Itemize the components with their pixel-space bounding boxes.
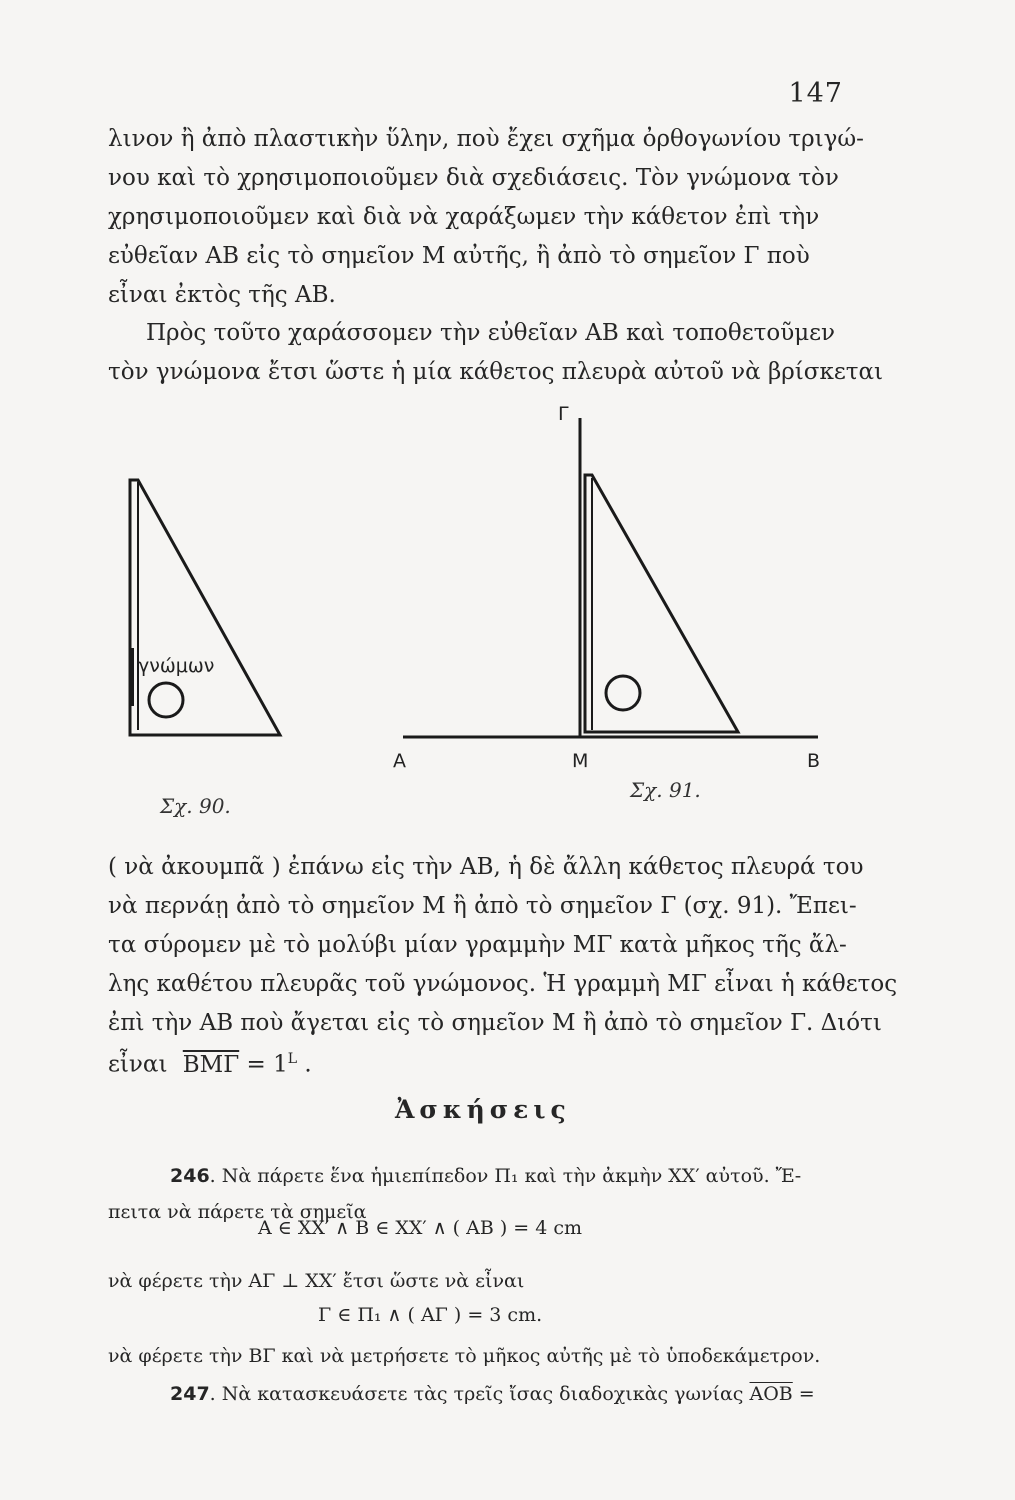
formula-1: Α ∈ ΧΧ′ ∧ Β ∈ ΧΧ′ ∧ ( ΑΒ ) = 4 cm [258, 1217, 583, 1239]
exercise-text: . Νὰ κατασκευάσετε τὰς τρεῖς ἴσας διαδοχικὰς γωνίας [209, 1383, 744, 1405]
exercises-heading: Ἀσκήσεις [395, 1095, 571, 1124]
equation-prefix: εἶναι [108, 1051, 168, 1078]
angle-bmg: $\overline{BM\Gamma}$ [182, 1051, 240, 1078]
exercise-text: νὰ φέρετε τὴν ΑΓ ⊥ ΧΧ′ ἔτσι ὥστε νὰ εἶναι [108, 1270, 525, 1292]
text-line: ( νὰ ἀκουμπᾶ ) ἐπάνω εἰς τὴν ΑΒ, ἡ δὲ ἄλλη κάθετος πλευρά του [108, 854, 864, 880]
exercise-text: πειτα νὰ πάρετε τὰ σημεῖα [108, 1201, 367, 1223]
figure-gnomon [110, 400, 850, 830]
caption-fig-90: Σχ. 90. [160, 794, 231, 818]
exercise-number: 246 [170, 1165, 210, 1187]
text-line: εὐθεῖαν ΑΒ εἰς τὸ σημεῖον Μ αὐτῆς, ἢ ἀπὸ τὸ σημεῖον Γ ποὺ [108, 243, 810, 269]
gnomon-fig-90 [130, 480, 280, 818]
label-b: Β [807, 750, 821, 772]
exercise-end: = [792, 1383, 815, 1405]
paragraph-3 [108, 848, 898, 1043]
formula-2: Γ ∈ Π₁ ∧ ( ΑΓ ) = 3 cm. [318, 1304, 543, 1326]
text-line: τὸν γνώμονα ἔτσι ὥστε ἡ μία κάθετος πλευρὰ αὐτοῦ νὰ βρίσκεται [108, 359, 884, 385]
exercise-246-end [108, 1338, 868, 1374]
page-number: 147 [788, 78, 843, 109]
text-line: χρησιμοποιοῦμεν καὶ διὰ νὰ χαράξωμεν τὴν κάθετον ἐπὶ τὴν [108, 204, 820, 230]
equation-rest: = 1 [239, 1051, 288, 1078]
figure-drawing [110, 400, 850, 830]
gnomon-fig-91 [585, 475, 738, 732]
label-gamma: Γ [558, 403, 569, 425]
angle-aob: $\overline{AOB}$ [749, 1383, 793, 1405]
text-line: λης καθέτου πλευρᾶς τοῦ γνώμονος. Ἡ γραμμὴ ΜΓ εἶναι ἡ κάθετος [108, 971, 898, 997]
text-line: τα σύρομεν μὲ τὸ μολύβι μίαν γραμμὴν ΜΓ κατὰ μῆκος τῆς ἄλ- [108, 932, 847, 958]
text-line: εἶναι ἐκτὸς τῆς ΑΒ. [108, 282, 336, 308]
exercise-number: 247 [170, 1383, 210, 1405]
exercise-text: . Νὰ πάρετε ἕνα ἡμιεπίπεδον Π₁ καὶ τὴν ἀκμὴν ΧΧ′ αὐτοῦ. Ἔ- [209, 1165, 802, 1187]
exercise-246-cont [108, 1263, 868, 1299]
exercise-247 [108, 1376, 868, 1412]
text-line: Πρὸς τοῦτο χαράσσομεν τὴν εὐθεῖαν ΑΒ καὶ τοποθετοῦμεν [146, 320, 836, 346]
gnomon-outline [130, 480, 280, 735]
label-a: Α [393, 750, 406, 772]
text-line: νὰ περνάῃ ἀπὸ τὸ σημεῖον Μ ἢ ἀπὸ τὸ σημεῖον Γ (σχ. 91). Ἔπει- [108, 893, 857, 919]
right-angle-superscript: L [287, 1051, 298, 1067]
equation-end: . [297, 1051, 312, 1078]
label-m: Μ [572, 750, 589, 772]
text-line: ἐπὶ τὴν ΑΒ ποὺ ἄγεται εἰς τὸ σημεῖον Μ ἢ ἀπὸ τὸ σημεῖον Γ. Διότι [108, 1010, 882, 1036]
fig-91 [393, 403, 820, 802]
text-line: νου καὶ τὸ χρησιμοποιοῦμεν διὰ σχεδιάσεις. Τὸν γνώμονα τὸν [108, 165, 839, 191]
gnomon-label: γνώμων [138, 655, 215, 677]
caption-fig-91: Σχ. 91. [630, 778, 701, 802]
exercise-text: νὰ φέρετε τὴν ΒΓ καὶ νὰ μετρήσετε τὸ μῆκος αὐτῆς μὲ τὸ ὑποδεκάμετρον. [108, 1345, 821, 1367]
gnomon-hole [606, 676, 640, 710]
gnomon-hole [149, 683, 183, 717]
text-line: λινον ἢ ἀπὸ πλαστικὴν ὕλην, ποὺ ἔχει σχῆμα ὀρθογωνίου τριγώ- [108, 126, 864, 152]
gnomon-edge-mark [130, 648, 134, 706]
paragraph-2 [108, 314, 884, 392]
equation-line [108, 1040, 853, 1085]
paragraph-1 [108, 120, 864, 315]
